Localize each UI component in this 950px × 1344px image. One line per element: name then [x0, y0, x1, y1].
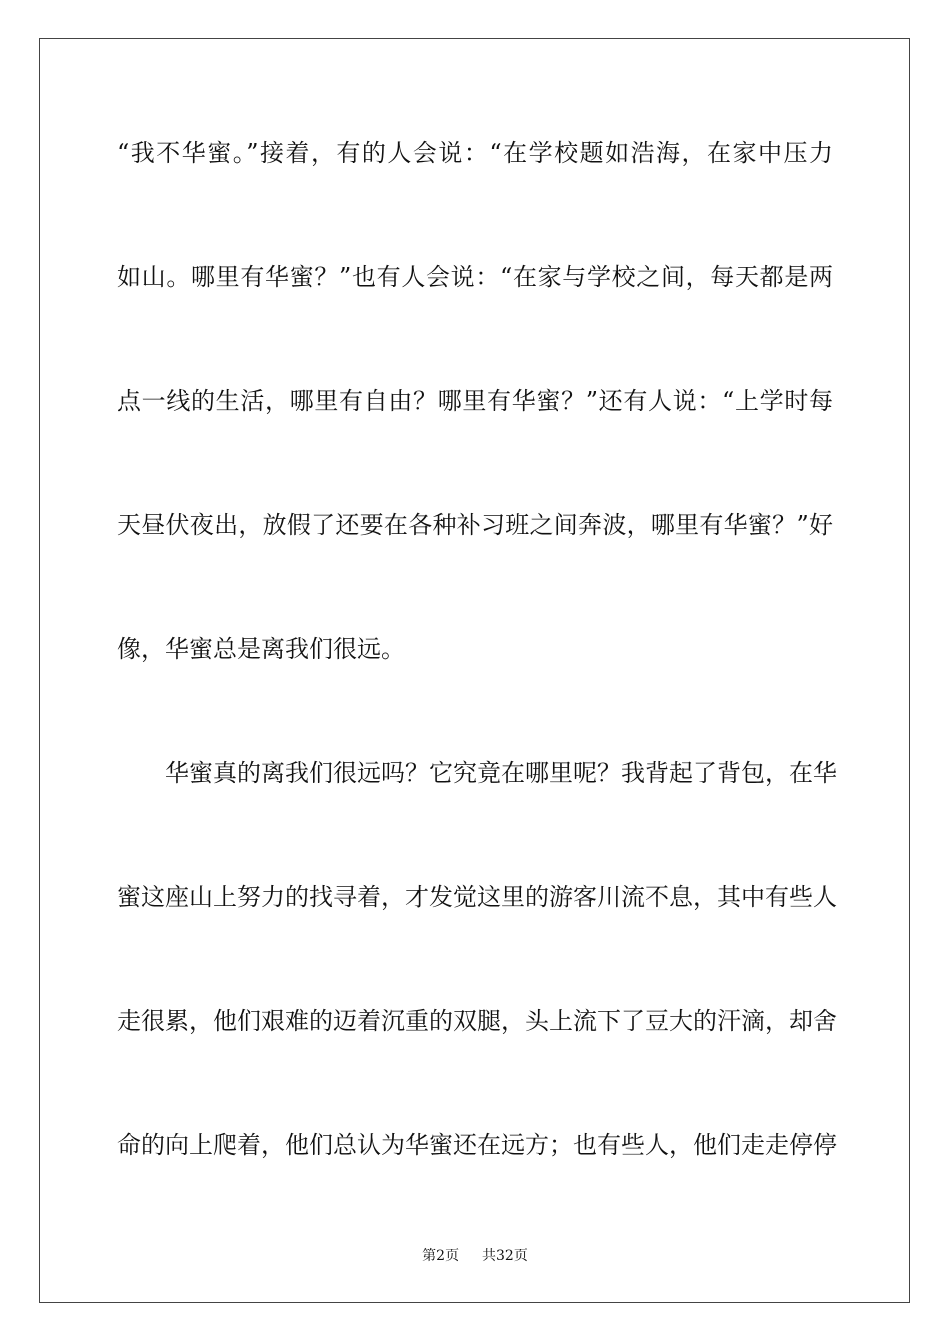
paragraph-line-6: 华蜜真的离我们很远吗？它究竟在哪里呢？我背起了背包，在华 [165, 759, 837, 787]
page-footer [0, 1247, 950, 1265]
paragraph-line-9: 命的向上爬着，他们总认为华蜜还在远方；也有些人，他们走走停停 [117, 1131, 837, 1159]
paragraph-line-2: 如山。哪里有华蜜？”也有人会说：“在家与学校之间，每天都是两 [117, 263, 833, 291]
paragraph-line-3: 点一线的生活，哪里有自由？哪里有华蜜？”还有人说：“上学时每 [117, 387, 833, 415]
page-number: 第2页 [422, 1248, 460, 1264]
page-border [39, 38, 910, 1303]
paragraph-line-5: 像，华蜜总是离我们很远。 [117, 635, 405, 663]
paragraph-line-4: 天昼伏夜出，放假了还要在各种补习班之间奔波，哪里有华蜜？”好 [117, 511, 833, 539]
paragraph-line-1: “我不华蜜。”接着，有的人会说：“在学校题如浩海，在家中压力 [117, 139, 833, 167]
paragraph-line-7: 蜜这座山上努力的找寻着，才发觉这里的游客川流不息，其中有些人 [117, 883, 837, 911]
total-pages: 共32页 [482, 1248, 528, 1264]
paragraph-line-8: 走很累，他们艰难的迈着沉重的双腿，头上流下了豆大的汗滴，却舍 [117, 1007, 837, 1035]
